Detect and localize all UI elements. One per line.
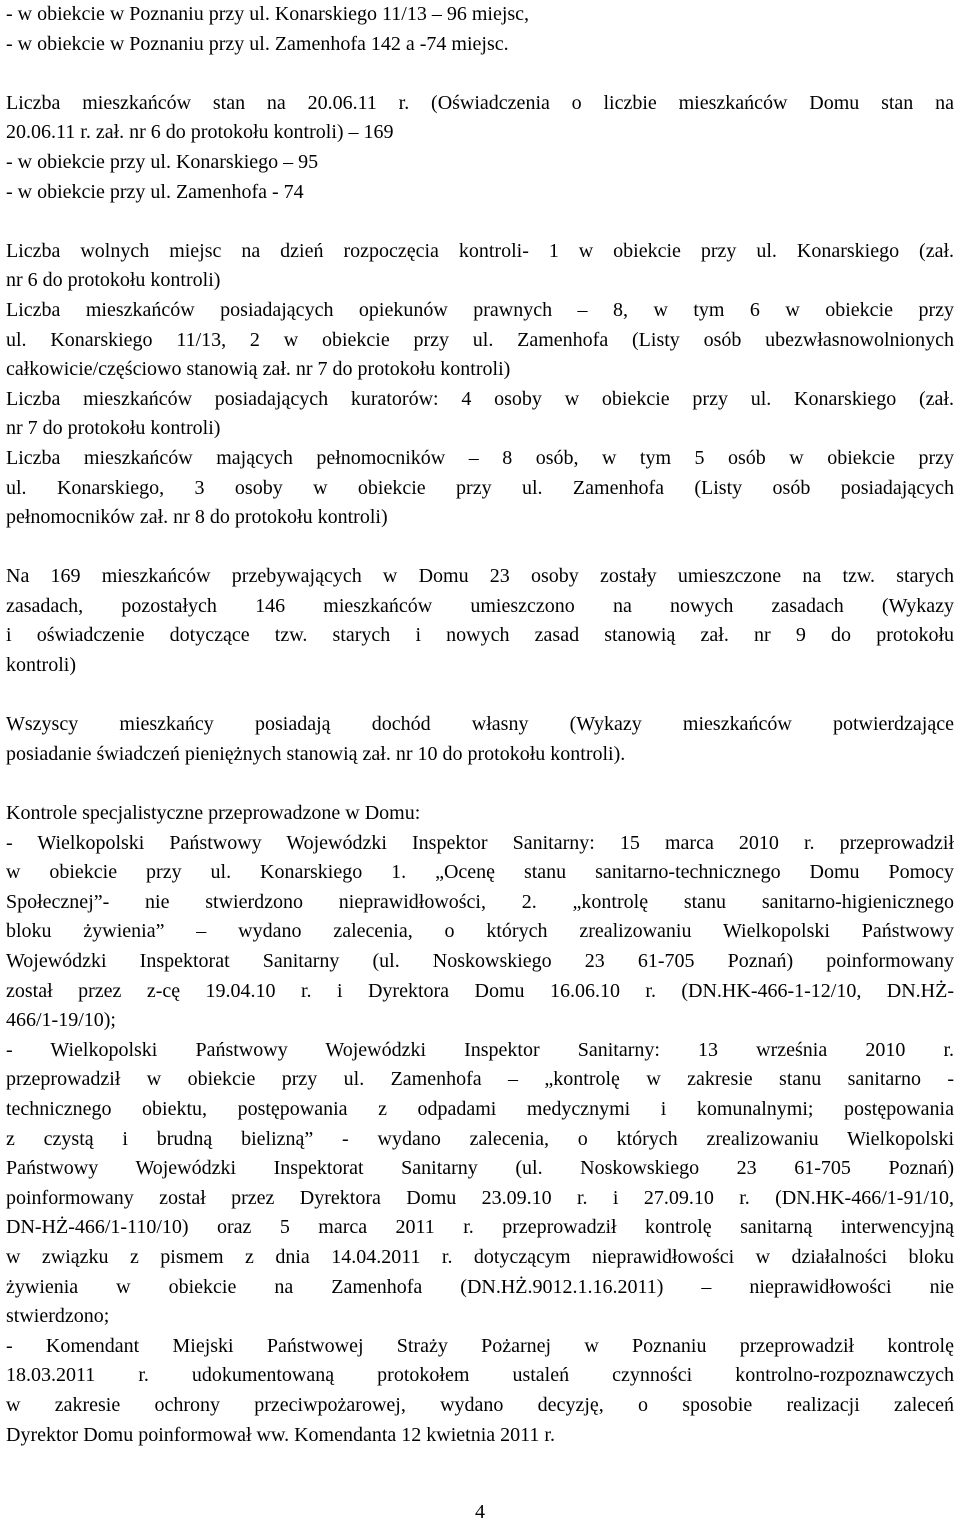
text-line: w obiekcie przy ul. Konarskiego 1. „Ocenę stanu sanitarno-technicznego Domu Pomocy <box>6 861 954 884</box>
text-line: ul. Konarskiego, 3 osoby w obiekcie przy ul. Zamenhofa (Listy osób posiadających <box>6 476 954 499</box>
text-line: pełnomocników zał. nr 8 do protokołu kontroli) <box>6 506 388 529</box>
text-line: nr 6 do protokołu kontroli) <box>6 269 221 292</box>
text-line: Społecznej”- nie stwierdzono nieprawidłowości, 2. „kontrolę stanu sanitarno-higienicznego <box>6 890 954 913</box>
text-line: zasadach, pozostałych 146 mieszkańców umieszczono na nowych zasadach (Wykazy <box>6 594 954 617</box>
text-line: 20.06.11 r. zał. nr 6 do protokołu kontroli) – 169 <box>6 121 394 144</box>
text-line: stwierdzono; <box>6 1305 110 1328</box>
text-line: i oświadczenie dotyczące tzw. starych i nowych zasad stanowią zał. nr 9 do protokołu <box>6 624 954 647</box>
text-line: - w obiekcie w Poznaniu przy ul. Konarskiego 11/13 – 96 miejsc, <box>6 3 530 25</box>
text-line: Dyrektor Domu poinformował ww. Komendanta 12 kwietnia 2011 r. <box>6 1423 555 1446</box>
text-line: został przez z-cę 19.04.10 r. i Dyrektora Domu 16.06.10 r. (DN.HK-466-1-12/10, DN.HŻ- <box>6 979 954 1002</box>
document-body <box>6 0 954 1450</box>
page-number: 4 <box>475 1501 485 1523</box>
text-line: żywienia w obiekcie na Zamenhofa (DN.HŻ.9012.1.16.2011) – nieprawidłowości nie <box>6 1275 954 1298</box>
paragraph <box>6 237 954 533</box>
text-line: Liczba mieszkańców posiadających opiekunów prawnych – 8, w tym 6 w obiekcie przy <box>6 298 954 321</box>
text-line: - w obiekcie przy ul. Zamenhofa - 74 <box>6 180 304 203</box>
text-line: - Wielkopolski Państwowy Wojewódzki Inspektor Sanitarny: 13 września 2010 r. <box>6 1038 954 1061</box>
text-line: Liczba mieszkańców mających pełnomocników – 8 osób, w tym 5 osób w obiekcie przy <box>6 446 954 469</box>
paragraph-gap <box>6 59 954 89</box>
text-line: bloku żywienia” – wydano zalecenia, o których zrealizowaniu Wielkopolski Państwowy <box>6 920 954 943</box>
text-line: poinformowany został przez Dyrektora Domu 23.09.10 r. i 27.09.10 r. (DN.HK-466/1-91/10, <box>6 1186 954 1209</box>
paragraph-gap <box>6 769 954 799</box>
text-line: - Komendant Miejski Państwowej Straży Pożarnej w Poznaniu przeprowadził kontrolę <box>6 1334 954 1357</box>
text-line: Wojewódzki Inspektorat Sanitarny (ul. Noskowskiego 23 61-705 Poznań) poinformowany <box>6 950 954 972</box>
paragraph <box>6 799 954 1450</box>
text-line: w związku z pismem z dnia 14.04.2011 r. dotyczącym nieprawidłowości w działalności bloku <box>6 1245 954 1268</box>
text-line: ul. Konarskiego 11/13, 2 w obiekcie przy ul. Zamenhofa (Listy osób ubezwłasnowolnionych <box>6 328 954 351</box>
paragraph <box>6 0 954 59</box>
text-line: 18.03.2011 r. udokumentowaną protokołem ustaleń czynności kontrolno-rozpoznawczych <box>6 1364 954 1387</box>
text-line: posiadanie świadczeń pieniężnych stanowią zał. nr 10 do protokołu kontroli). <box>6 742 626 765</box>
text-line: Państwowy Wojewódzki Inspektorat Sanitarny (ul. Noskowskiego 23 61-705 Poznań) <box>6 1157 954 1180</box>
paragraph-gap <box>6 207 954 237</box>
text-line: Liczba mieszkańców stan na 20.06.11 r. (Oświadczenia o liczbie mieszkańców Domu stan na <box>6 91 954 114</box>
text-line: kontroli) <box>6 654 76 677</box>
paragraph-gap <box>6 533 954 563</box>
text-line: w zakresie ochrony przeciwpożarowej, wydano decyzję, o sposobie realizacji zaleceń <box>6 1393 954 1416</box>
text-line: technicznego obiektu, postępowania z odpadami medycznymi i komunalnymi; postępowania <box>6 1097 954 1120</box>
paragraph <box>6 710 954 769</box>
text-line: Liczba mieszkańców posiadających kuratorów: 4 osoby w obiekcie przy ul. Konarskiego (zał. <box>6 387 954 410</box>
text-line: nr 7 do protokołu kontroli) <box>6 417 221 440</box>
text-line: Liczba wolnych miejsc na dzień rozpoczęcia kontroli- 1 w obiekcie przy ul. Konarskiego (zał. <box>6 239 954 262</box>
text-line: DN-HŻ-466/1-110/10) oraz 5 marca 2011 r. przeprowadził kontrolę sanitarną interwencyjną <box>6 1216 954 1239</box>
paragraph-gap <box>6 681 954 711</box>
paragraph <box>6 89 954 207</box>
text-line: Na 169 mieszkańców przebywających w Domu 23 osoby zostały umieszczone na tzw. starych <box>6 565 954 588</box>
paragraph <box>6 562 954 680</box>
text-line: - w obiekcie w Poznaniu przy ul. Zamenhofa 142 a -74 miejsc. <box>6 32 509 55</box>
text-line: - w obiekcie przy ul. Konarskiego – 95 <box>6 150 319 173</box>
text-line: z czystą i brudną bielizną” - wydano zalecenia, o których zrealizowaniu Wielkopolski <box>6 1127 954 1150</box>
text-line: całkowicie/częściowo stanowią zał. nr 7 do protokołu kontroli) <box>6 358 511 381</box>
text-line: przeprowadził w obiekcie przy ul. Zamenhofa – „kontrolę w zakresie stanu sanitarno - <box>6 1068 954 1091</box>
text-line: Kontrole specjalistyczne przeprowadzone w Domu: <box>6 802 421 825</box>
text-line: - Wielkopolski Państwowy Wojewódzki Inspektor Sanitarny: 15 marca 2010 r. przeprowadził <box>6 831 954 854</box>
text-line: 466/1-19/10); <box>6 1009 116 1032</box>
text-line: Wszyscy mieszkańcy posiadają dochód własny (Wykazy mieszkańców potwierdzające <box>6 713 954 736</box>
